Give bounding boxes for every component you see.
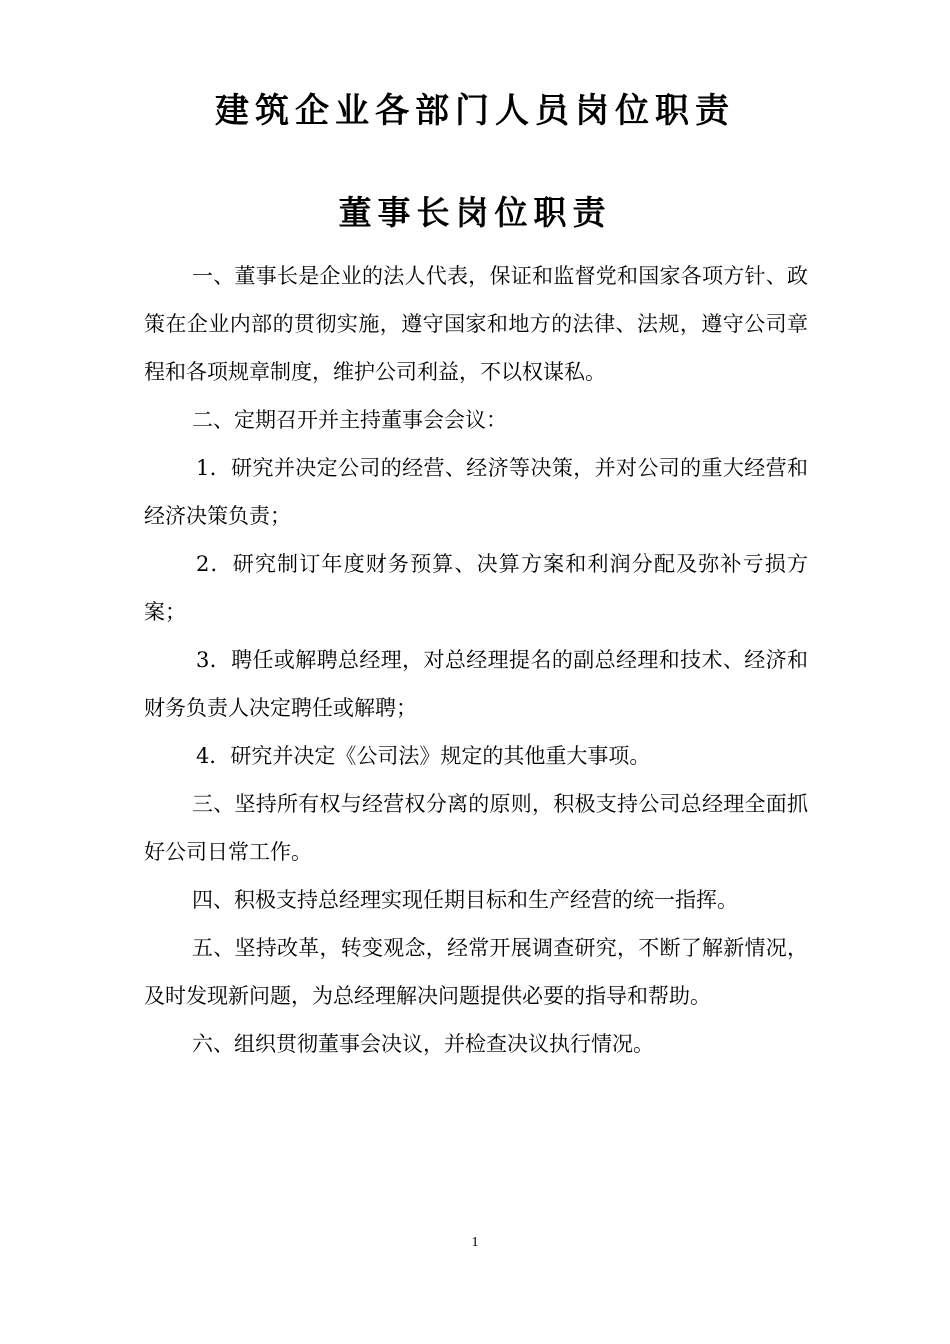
paragraph-6: 4．研究并决定《公司法》规定的其他重大事项。 [196,744,651,768]
paragraph-4: 2．研究制订年度财务预算、决算方案和利润分配及弥补亏损方案； [144,552,808,624]
paragraph-3: 1．研究并决定公司的经营、经济等决策，并对公司的重大经营和经济决策负责； [144,456,808,528]
section-title: 董事长岗位职责 [338,193,612,232]
body-text [144,252,808,1068]
paragraph-8: 四、积极支持总经理实现任期目标和生产经营的统一指挥。 [192,888,738,912]
paragraph-2: 二、定期召开并主持董事会会议： [192,408,507,432]
page-title: 建筑企业各部门人员岗位职责 [215,91,735,131]
page-number: 1 [471,1235,479,1250]
paragraph-1: 一、董事长是企业的法人代表，保证和监督党和国家各项方针、政策在企业内部的贯彻实施，遵守国家和地方的法律、法规，遵守公司章程和各项规章制度，维护公司利益，不以权谋私。 [144,264,808,384]
paragraph-7: 三、坚持所有权与经营权分离的原则，积极支持公司总经理全面抓好公司日常工作。 [144,792,808,864]
paragraph-5: 3．聘任或解聘总经理，对总经理提名的副总经理和技术、经济和财务负责人决定聘任或解聘； [144,648,808,720]
paragraph-10: 六、组织贯彻董事会决议，并检查决议执行情况。 [192,1032,654,1056]
paragraph-9: 五、坚持改革，转变观念，经常开展调查研究，不断了解新情况，及时发现新问题，为总经理解决问题提供必要的指导和帮助。 [144,936,808,1008]
